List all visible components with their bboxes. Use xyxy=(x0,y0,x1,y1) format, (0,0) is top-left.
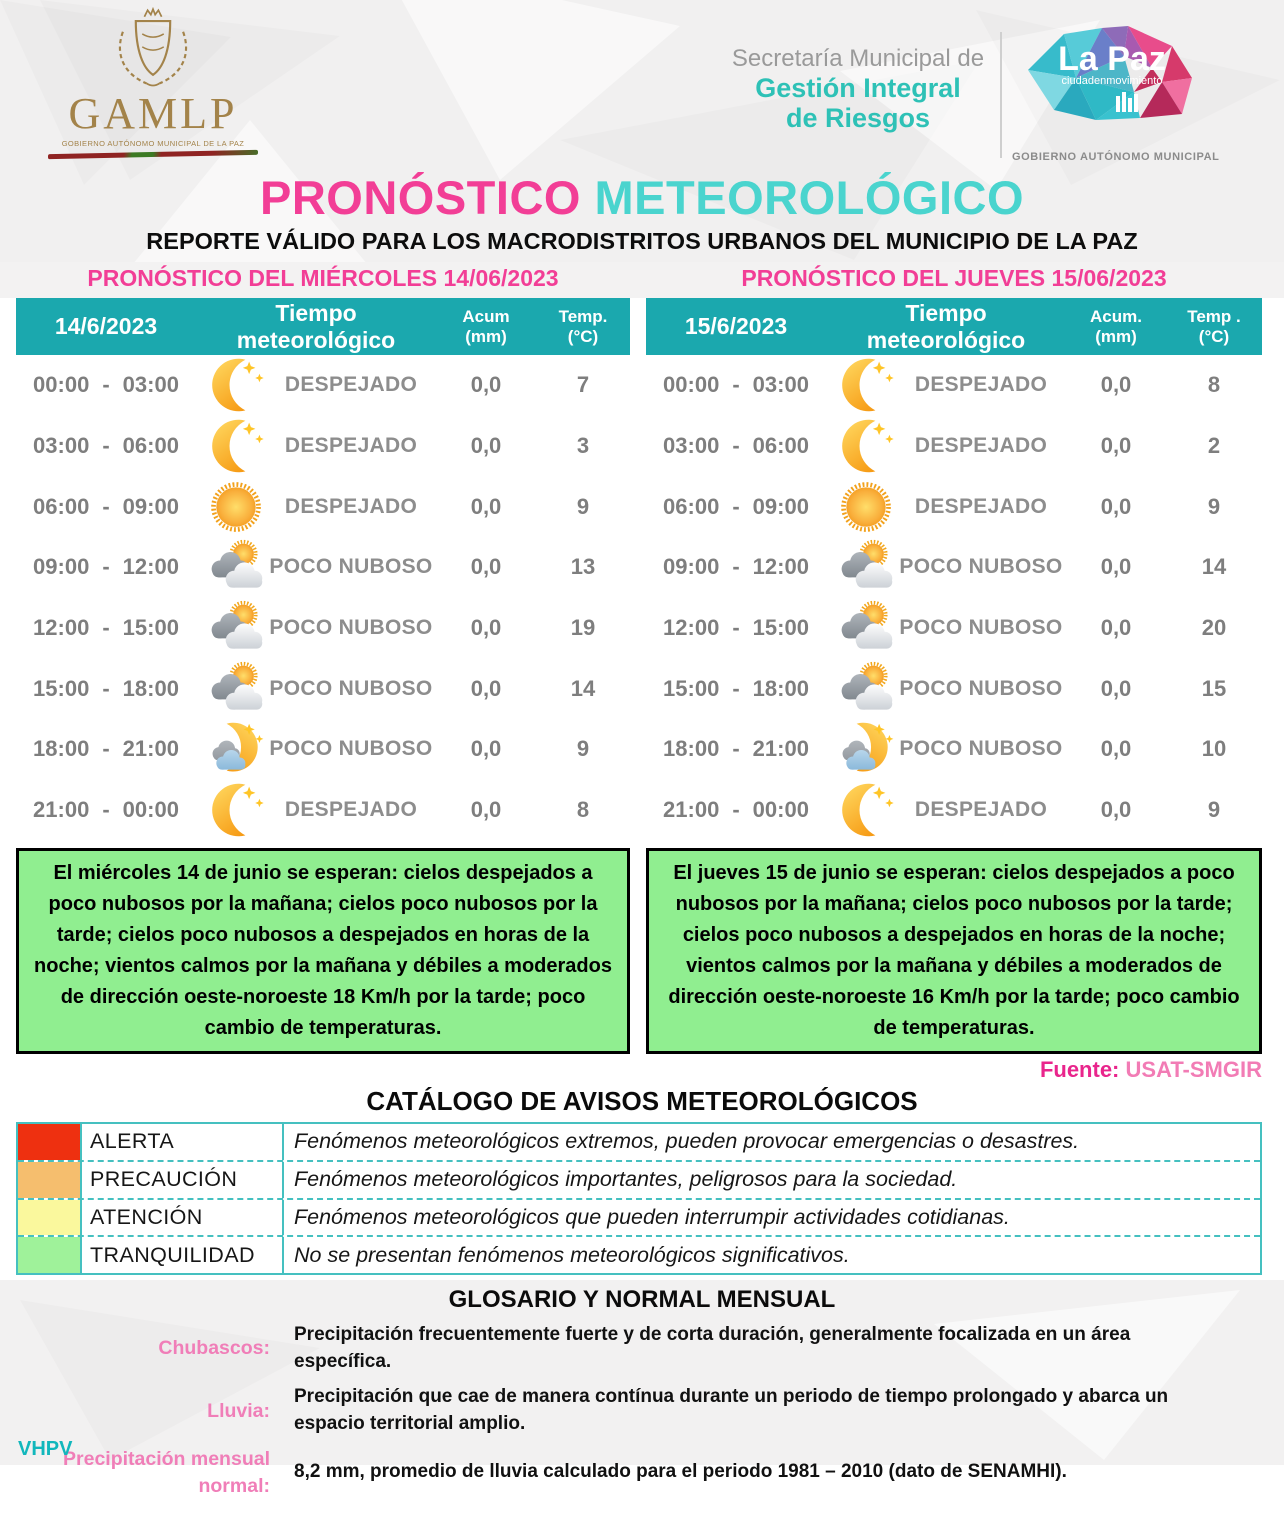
moon-stars-icon xyxy=(206,780,266,840)
page-title-part2: METEOROLÓGICO xyxy=(594,171,1025,224)
acum-value: 0,0 xyxy=(1100,493,1132,519)
lapaz-mosaic-icon xyxy=(1020,22,1204,142)
time-range xyxy=(16,433,196,459)
temp-value: 20 xyxy=(1201,615,1227,641)
forecast-table-thursday xyxy=(646,298,1262,841)
lapaz-name: La Paz xyxy=(1058,40,1166,78)
time-to: 00:00 xyxy=(752,797,809,823)
time-to: 03:00 xyxy=(122,372,179,398)
glossary-definition: Precipitación que cae de manera contínua durante un periodo de tiempo prolongado y abarca un espacio territorial amplio. xyxy=(294,1386,1169,1434)
time-range xyxy=(16,615,196,641)
time-to: 12:00 xyxy=(122,554,179,580)
gamlp-subtitle: GOBIERNO AUTÓNOMO MUNICIPAL DE LA PAZ xyxy=(61,138,245,148)
author-initials: VHPV xyxy=(18,1438,73,1460)
time-from: 06:00 xyxy=(663,493,720,519)
time-range xyxy=(16,797,196,823)
forecast-table-wednesday xyxy=(16,298,630,841)
forecast-row xyxy=(646,355,1262,416)
acum-value: 0,0 xyxy=(470,675,502,701)
time-to: 06:00 xyxy=(752,433,809,459)
weather-condition: POCO NUBOSO xyxy=(269,555,433,579)
source-label: Fuente: xyxy=(1039,1057,1120,1082)
secretaria-line3: de Riesgos xyxy=(785,103,931,134)
header-weather: Tiempo meteorológico xyxy=(866,299,1026,353)
forecast-row xyxy=(16,719,630,780)
source-value: USAT-SMGIR xyxy=(1125,1057,1262,1082)
forecast-title-thursday: PRONÓSTICO DEL JUEVES 15/06/2023 xyxy=(741,265,1167,291)
severity-label: PRECAUCIÓN xyxy=(82,1162,284,1198)
moon-stars-icon xyxy=(836,355,896,415)
severity-description: Fenómenos meteorológicos que pueden interrumpir actividades cotidianas. xyxy=(294,1204,1010,1229)
forecast-row xyxy=(16,355,630,416)
time-from: 21:00 xyxy=(33,797,90,823)
time-from: 09:00 xyxy=(663,554,720,580)
time-range xyxy=(646,433,826,459)
temp-value: 19 xyxy=(570,615,596,641)
moon-stars-icon xyxy=(836,416,896,476)
sun-clouds-icon xyxy=(206,537,266,597)
acum-value: 0,0 xyxy=(1100,736,1132,762)
header-temp: Temp . (°C) xyxy=(1187,306,1241,346)
acum-value: 0,0 xyxy=(1100,433,1132,459)
weather-condition: DESPEJADO xyxy=(284,494,418,518)
weather-condition: DESPEJADO xyxy=(284,798,418,822)
glossary-definition: 8,2 mm, promedio de lluvia calculado para el periodo 1981 – 2010 (dato de SENAMHI). xyxy=(294,1461,1067,1483)
acum-value: 0,0 xyxy=(470,615,502,641)
time-range xyxy=(646,615,826,641)
header-temp: Temp. (°C) xyxy=(558,306,608,346)
header-date: 15/6/2023 xyxy=(684,313,788,339)
time-from: 18:00 xyxy=(663,736,720,762)
time-range xyxy=(16,554,196,580)
forecast-table-header xyxy=(16,298,630,355)
severity-color-swatch xyxy=(18,1124,82,1160)
temp-value: 3 xyxy=(576,433,590,459)
sun-clouds-icon xyxy=(836,598,896,658)
sun-icon xyxy=(206,477,266,537)
time-to: 06:00 xyxy=(122,433,179,459)
weather-condition: POCO NUBOSO xyxy=(899,676,1063,700)
time-range xyxy=(646,554,826,580)
time-dash: - xyxy=(102,736,110,762)
severity-color-swatch xyxy=(18,1162,82,1198)
catalog-row xyxy=(18,1198,1260,1236)
forecast-row xyxy=(646,780,1262,841)
time-dash: - xyxy=(732,433,740,459)
secretaria-block xyxy=(724,46,992,133)
weather-cell xyxy=(826,416,1066,476)
weather-condition: DESPEJADO xyxy=(914,494,1048,518)
moon-stars-icon xyxy=(206,416,266,476)
summary-text: El jueves 15 de junio se esperan: cielos despejados a poco nubosos por la mañana; cielos poco nubosos por la tarde; cielos poco nubosos a despejados en horas de la noche; vientos calmos por la mañana y débiles a moderados de dirección oeste-noroeste 16 Km/h por la tarde; poco cambio de temperaturas. xyxy=(668,862,1240,1039)
weather-cell xyxy=(826,659,1066,719)
acum-value: 0,0 xyxy=(470,797,502,823)
glossary-title: GLOSARIO Y NORMAL MENSUAL xyxy=(448,1286,836,1313)
glossary-term: Lluvia: xyxy=(207,1399,270,1422)
temp-value: 9 xyxy=(1207,493,1221,519)
temp-value: 14 xyxy=(570,675,596,701)
sun-clouds-icon xyxy=(206,659,266,719)
weather-cell xyxy=(196,477,436,537)
glossary-entry xyxy=(20,1446,1250,1499)
glossary-term: Chubascos: xyxy=(158,1337,270,1360)
time-dash: - xyxy=(732,736,740,762)
forecast-row xyxy=(16,598,630,659)
severity-description: Fenómenos meteorológicos extremos, pueden provocar emergencias o desastres. xyxy=(294,1129,1080,1154)
time-from: 18:00 xyxy=(33,736,90,762)
time-dash: - xyxy=(732,493,740,519)
secretaria-line2: Gestión Integral xyxy=(755,72,961,103)
catalog-title: CATÁLOGO DE AVISOS METEOROLÓGICOS xyxy=(366,1086,918,1116)
severity-description: No se presentan fenómenos meteorológicos significativos. xyxy=(294,1242,850,1267)
weather-condition: DESPEJADO xyxy=(914,434,1048,458)
time-range xyxy=(646,676,826,702)
acum-value: 0,0 xyxy=(470,554,502,580)
acum-value: 0,0 xyxy=(1100,797,1132,823)
time-to: 15:00 xyxy=(752,615,809,641)
time-dash: - xyxy=(102,433,110,459)
weather-cell xyxy=(196,598,436,658)
time-from: 12:00 xyxy=(33,615,90,641)
catalog-row xyxy=(18,1124,1260,1160)
time-to: 09:00 xyxy=(752,493,809,519)
weather-condition: POCO NUBOSO xyxy=(899,616,1063,640)
time-from: 03:00 xyxy=(663,433,720,459)
forecast-row xyxy=(646,476,1262,537)
severity-label: ATENCIÓN xyxy=(82,1200,284,1236)
time-range xyxy=(646,372,826,398)
sun-clouds-icon xyxy=(836,537,896,597)
sun-clouds-icon xyxy=(206,598,266,658)
gamlp-logo xyxy=(48,6,258,157)
temp-value: 15 xyxy=(1201,675,1227,701)
forecast-row xyxy=(16,416,630,477)
secretaria-line1: Secretaría Municipal de xyxy=(731,45,985,72)
forecast-row xyxy=(646,537,1262,598)
temp-value: 8 xyxy=(576,797,590,823)
forecast-row xyxy=(646,598,1262,659)
time-dash: - xyxy=(732,554,740,580)
weather-cell xyxy=(826,355,1066,415)
header-acum: Acum (mm) xyxy=(462,306,510,346)
time-to: 18:00 xyxy=(122,675,179,701)
severity-description: Fenómenos meteorológicos importantes, peligrosos para la sociedad. xyxy=(294,1167,958,1192)
time-from: 00:00 xyxy=(663,372,720,398)
time-to: 00:00 xyxy=(122,797,179,823)
temp-value: 14 xyxy=(1201,554,1227,580)
time-range xyxy=(646,494,826,520)
weather-cell xyxy=(196,780,436,840)
gamlp-crest-icon xyxy=(99,6,207,92)
forecast-title-wednesday: PRONÓSTICO DEL MIÉRCOLES 14/06/2023 xyxy=(87,265,559,291)
weather-cell xyxy=(196,537,436,597)
weather-cell xyxy=(196,719,436,779)
temp-value: 13 xyxy=(570,554,596,580)
temp-value: 9 xyxy=(576,736,590,762)
header-acum: Acum. (mm) xyxy=(1090,306,1142,346)
time-from: 09:00 xyxy=(33,554,90,580)
forecast-row xyxy=(16,658,630,719)
forecast-row xyxy=(16,780,630,841)
weather-cell xyxy=(196,355,436,415)
temp-value: 10 xyxy=(1201,736,1227,762)
time-range xyxy=(646,736,826,762)
moon-stars-icon xyxy=(836,780,896,840)
sun-icon xyxy=(836,477,896,537)
page-title xyxy=(0,171,1284,224)
summary-text: El miércoles 14 de junio se esperan: cielos despejados a poco nubosos por la mañana; cielos poco nubosos por la tarde; cielos poco nubosos a despejados en horas de la noche; vientos calmos por la mañana y débiles a moderados de dirección oeste-noroeste 18 Km/h por la tarde; poco cambio de temperaturas. xyxy=(34,862,612,1039)
time-dash: - xyxy=(102,797,110,823)
moon-clouds-icon xyxy=(836,719,896,779)
gamlp-acronym: GAMLP xyxy=(68,89,238,138)
weather-condition: POCO NUBOSO xyxy=(269,737,433,761)
forecast-table-body xyxy=(16,355,630,841)
weather-condition: POCO NUBOSO xyxy=(269,676,433,700)
time-to: 21:00 xyxy=(122,736,179,762)
temp-value: 9 xyxy=(576,493,590,519)
weather-cell xyxy=(826,477,1066,537)
time-to: 03:00 xyxy=(752,372,809,398)
header-date: 14/6/2023 xyxy=(54,313,158,339)
forecast-row xyxy=(646,719,1262,780)
catalog-row xyxy=(18,1235,1260,1273)
temp-value: 2 xyxy=(1207,433,1221,459)
acum-value: 0,0 xyxy=(1100,675,1132,701)
source-line xyxy=(646,1057,1262,1083)
glossary-list xyxy=(20,1322,1250,1508)
time-range xyxy=(16,676,196,702)
forecast-row xyxy=(16,476,630,537)
page-title-part1: PRONÓSTICO xyxy=(259,171,581,224)
time-to: 09:00 xyxy=(122,493,179,519)
report-subtitle: REPORTE VÁLIDO PARA LOS MACRODISTRITOS URBANOS DEL MUNICIPIO DE LA PAZ xyxy=(146,228,1138,254)
glossary-entry xyxy=(20,1384,1250,1437)
time-from: 15:00 xyxy=(663,675,720,701)
weather-condition: POCO NUBOSO xyxy=(899,737,1063,761)
weather-condition: DESPEJADO xyxy=(284,434,418,458)
acum-value: 0,0 xyxy=(470,493,502,519)
glossary-entry xyxy=(20,1322,1250,1375)
weather-cell xyxy=(196,416,436,476)
time-from: 00:00 xyxy=(33,372,90,398)
weather-condition: DESPEJADO xyxy=(914,373,1048,397)
severity-color-swatch xyxy=(18,1200,82,1236)
header-divider xyxy=(1000,32,1002,158)
glossary-term: Precipitación mensual normal: xyxy=(63,1448,270,1497)
time-dash: - xyxy=(102,493,110,519)
catalog-table xyxy=(16,1122,1262,1275)
time-to: 15:00 xyxy=(122,615,179,641)
weather-condition: POCO NUBOSO xyxy=(269,616,433,640)
time-from: 03:00 xyxy=(33,433,90,459)
acum-value: 0,0 xyxy=(1100,554,1132,580)
time-to: 12:00 xyxy=(752,554,809,580)
forecast-table-body xyxy=(646,355,1262,841)
time-dash: - xyxy=(102,554,110,580)
forecast-table-header xyxy=(646,298,1262,355)
lapaz-logo xyxy=(1012,22,1220,163)
weather-cell xyxy=(826,598,1066,658)
time-range xyxy=(646,797,826,823)
temp-value: 8 xyxy=(1207,372,1221,398)
summary-box-wednesday xyxy=(16,848,630,1054)
forecast-row xyxy=(646,416,1262,477)
time-range xyxy=(16,372,196,398)
weather-cell xyxy=(826,780,1066,840)
time-to: 21:00 xyxy=(752,736,809,762)
severity-color-swatch xyxy=(18,1237,82,1273)
weather-cell xyxy=(196,659,436,719)
acum-value: 0,0 xyxy=(1100,372,1132,398)
weather-condition: DESPEJADO xyxy=(914,798,1048,822)
summary-box-thursday xyxy=(646,848,1262,1054)
weather-cell xyxy=(826,719,1066,779)
time-to: 18:00 xyxy=(752,675,809,701)
acum-value: 0,0 xyxy=(470,433,502,459)
time-dash: - xyxy=(102,615,110,641)
lapaz-subtitle: GOBIERNO AUTÓNOMO MUNICIPAL xyxy=(1012,151,1220,163)
time-range xyxy=(16,736,196,762)
moon-stars-icon xyxy=(206,355,266,415)
temp-value: 7 xyxy=(576,372,590,398)
time-from: 15:00 xyxy=(33,675,90,701)
time-dash: - xyxy=(102,372,110,398)
time-range xyxy=(16,494,196,520)
time-dash: - xyxy=(732,372,740,398)
time-from: 06:00 xyxy=(33,493,90,519)
moon-clouds-icon xyxy=(206,719,266,779)
lapaz-tagline: ciudadenmovimiento xyxy=(1061,75,1163,87)
severity-label: TRANQUILIDAD xyxy=(82,1237,284,1273)
time-dash: - xyxy=(732,675,740,701)
acum-value: 0,0 xyxy=(470,372,502,398)
time-dash: - xyxy=(102,675,110,701)
catalog-row xyxy=(18,1160,1260,1198)
severity-label: ALERTA xyxy=(82,1124,284,1160)
weather-condition: POCO NUBOSO xyxy=(899,555,1063,579)
glossary-definition: Precipitación frecuentemente fuerte y de corta duración, generalmente focalizada en un área específica. xyxy=(294,1324,1131,1372)
sun-clouds-icon xyxy=(836,659,896,719)
temp-value: 9 xyxy=(1207,797,1221,823)
weather-cell xyxy=(826,537,1066,597)
time-dash: - xyxy=(732,615,740,641)
time-dash: - xyxy=(732,797,740,823)
weather-condition: DESPEJADO xyxy=(284,373,418,397)
acum-value: 0,0 xyxy=(1100,615,1132,641)
forecast-row xyxy=(16,537,630,598)
time-from: 21:00 xyxy=(663,797,720,823)
acum-value: 0,0 xyxy=(470,736,502,762)
time-from: 12:00 xyxy=(663,615,720,641)
header-weather: Tiempo meteorológico xyxy=(236,299,396,353)
forecast-row xyxy=(646,658,1262,719)
